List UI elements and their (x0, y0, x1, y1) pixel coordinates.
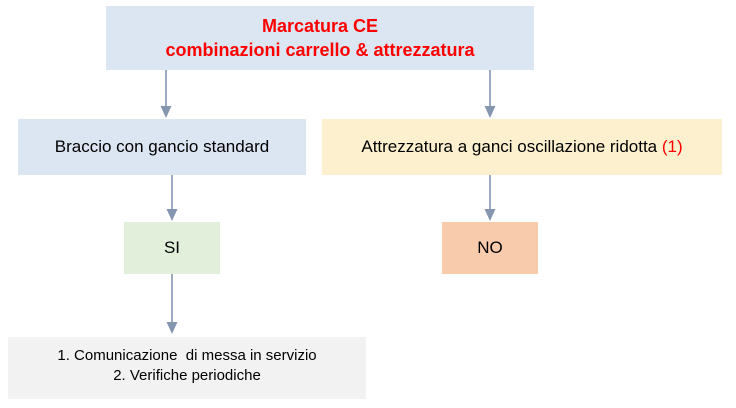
node-no-label: NO (477, 237, 503, 257)
node-result-obligations (8, 337, 366, 399)
result-item-1: 1. Comunicazione di messa in servizio (57, 347, 317, 364)
node-no (442, 222, 538, 274)
node-attrezzatura-label: Attrezzatura a ganci oscillazione ridotta (361, 136, 662, 156)
arrow-braccio-to-si (161, 175, 183, 223)
node-braccio-label: Braccio con gancio standard (54, 136, 270, 156)
node-attrezzatura-ganci-oscillazione (322, 119, 722, 175)
node-si (124, 222, 220, 274)
arrow-attrezzatura-to-no (479, 175, 501, 223)
node-braccio-gancio-standard (18, 119, 306, 175)
node-marcatura-ce (106, 6, 534, 70)
node-marcatura-ce-subtitle: combinazioni carrello & attrezzatura (165, 40, 475, 60)
result-item-2: 2. Verifiche periodiche (113, 367, 261, 385)
node-marcatura-ce-title: Marcatura CE (261, 15, 379, 36)
arrow-root-to-attrezzatura (479, 70, 501, 120)
node-si-label: SI (163, 237, 181, 257)
node-attrezzatura-footnote-ref: (1) (661, 136, 683, 156)
arrow-root-to-braccio (155, 70, 177, 120)
arrow-si-to-result (161, 274, 183, 336)
